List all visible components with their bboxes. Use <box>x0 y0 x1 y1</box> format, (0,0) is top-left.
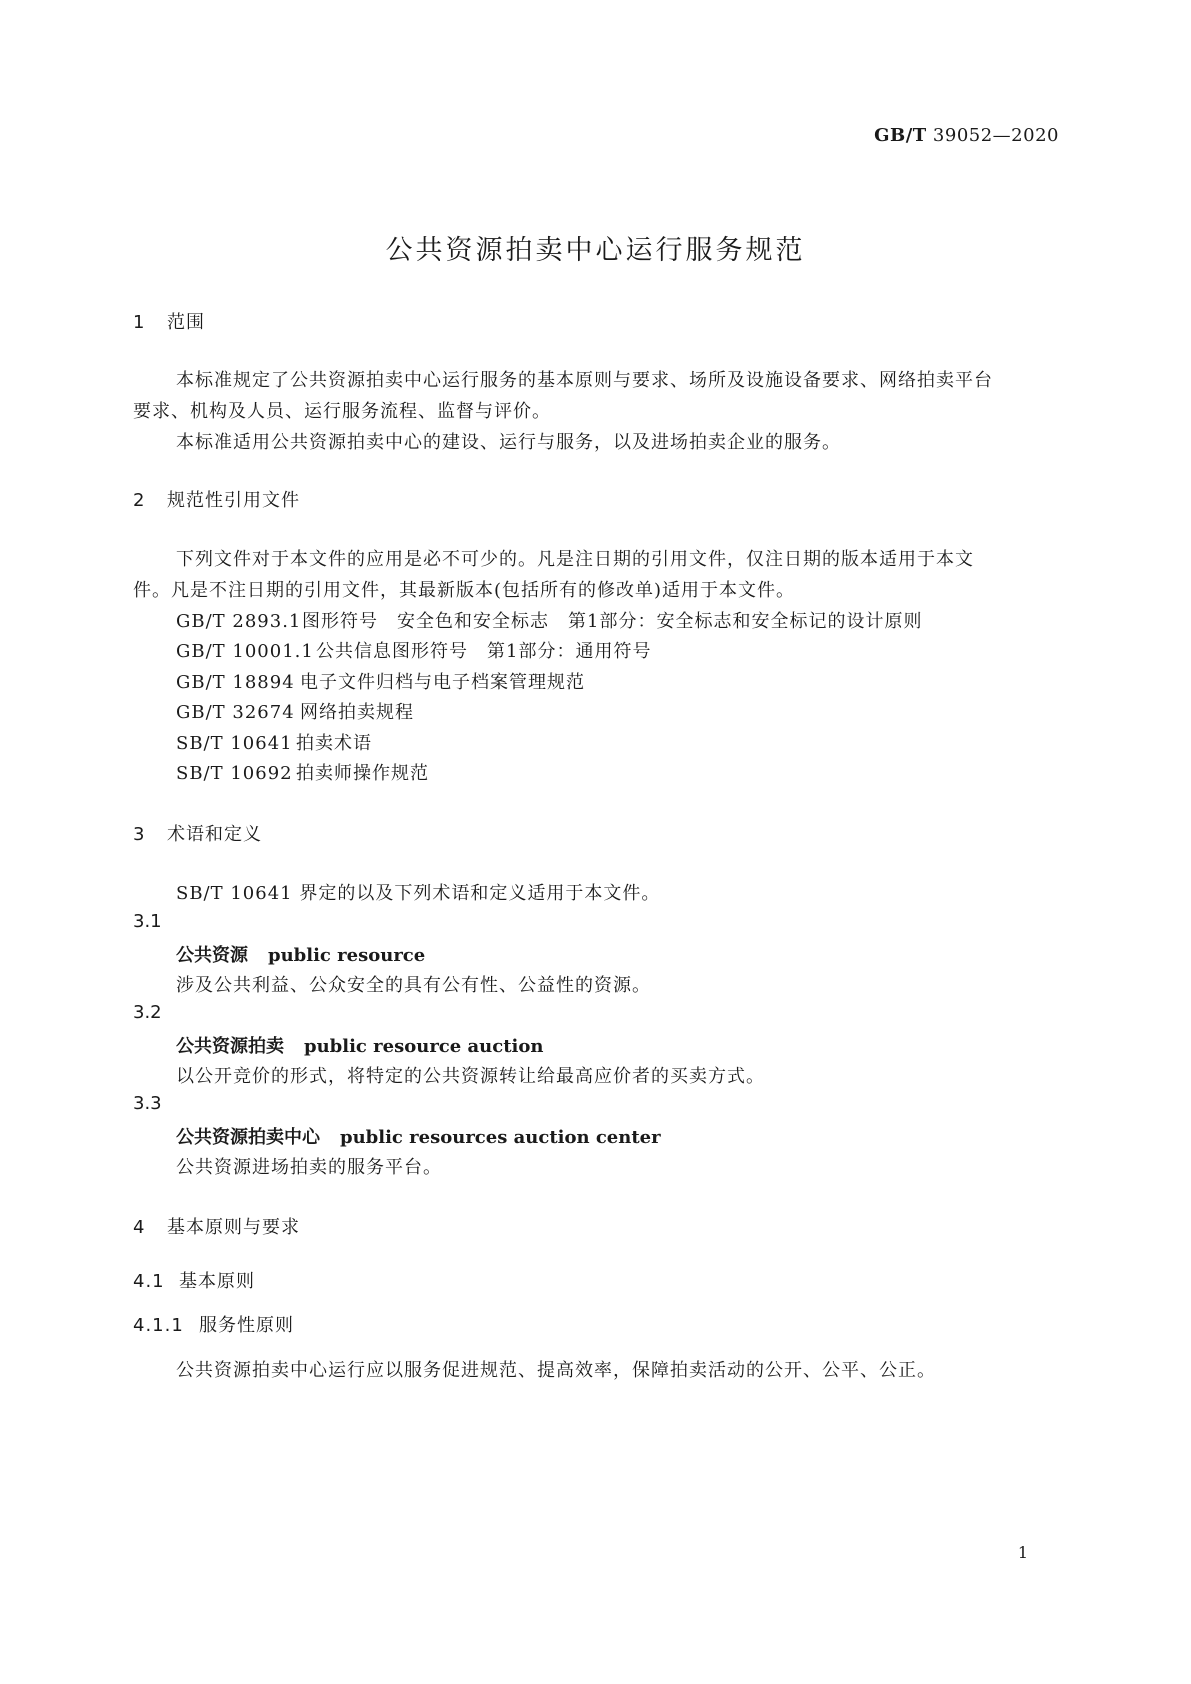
section-3-intro: SB/T 10641 界定的以及下列术语和定义适用于本文件。 <box>176 883 661 904</box>
reference-title: 公共信息图形符号 第1部分：通用符号 <box>316 641 652 662</box>
reference-title: 图形符号 安全色和安全标志 第1部分：安全标志和安全标记的设计原则 <box>302 611 923 632</box>
section-2-heading <box>133 486 300 512</box>
term-definition: 公共资源进场拍卖的服务平台。 <box>176 1157 442 1178</box>
reference-title: 网络拍卖规程 <box>300 702 414 723</box>
standard-number: 39052—2020 <box>932 125 1059 146</box>
term-en: public resources auction center <box>340 1127 661 1148</box>
document-title: 公共资源拍卖中心运行服务规范 <box>385 235 806 266</box>
subsection-number: 4.1.1 <box>133 1315 184 1336</box>
term-heading <box>176 941 425 967</box>
subsection-4-1-1-heading <box>133 1311 294 1337</box>
subsection-title: 基本原则 <box>179 1271 255 1292</box>
term-definition: 涉及公共利益、公众安全的具有公有性、公益性的资源。 <box>176 975 651 996</box>
section-4-heading <box>133 1213 300 1239</box>
reference-title: 电子文件归档与电子档案管理规范 <box>300 672 585 693</box>
reference-code: GB/T 10001.1 <box>176 641 314 662</box>
term-number: 3.3 <box>133 1093 162 1114</box>
reference-item <box>176 637 651 663</box>
term-zh: 公共资源拍卖中心 <box>176 1127 320 1148</box>
term-number: 3.2 <box>133 1002 162 1023</box>
standard-prefix: GB/T <box>874 125 927 146</box>
reference-title: 拍卖术语 <box>296 733 372 754</box>
section-title: 术语和定义 <box>167 824 262 845</box>
section-1-para-1-line-1: 本标准规定了公共资源拍卖中心运行服务的基本原则与要求、场所及设施设备要求、网络拍卖平台 <box>176 370 993 391</box>
subsection-4-1-heading <box>133 1267 255 1293</box>
subsection-title: 服务性原则 <box>199 1315 294 1336</box>
term-zh: 公共资源拍卖 <box>176 1036 284 1057</box>
reference-code: GB/T 18894 <box>176 672 295 693</box>
reference-item <box>176 698 414 724</box>
term-zh: 公共资源 <box>176 945 248 966</box>
section-1-para-1-line-2: 要求、机构及人员、运行服务流程、监督与评价。 <box>133 401 551 422</box>
standard-code <box>874 125 1059 146</box>
section-title: 范围 <box>167 312 205 333</box>
reference-item <box>176 607 922 633</box>
term-heading <box>176 1123 661 1149</box>
reference-code: GB/T 32674 <box>176 702 295 723</box>
term-number: 3.1 <box>133 911 162 932</box>
reference-code: SB/T 10692 <box>176 763 293 784</box>
section-number: 2 <box>133 490 146 511</box>
section-1-para-2: 本标准适用公共资源拍卖中心的建设、运行与服务，以及进场拍卖企业的服务。 <box>176 432 841 453</box>
term-definition: 以公开竞价的形式，将特定的公共资源转让给最高应价者的买卖方式。 <box>176 1066 765 1087</box>
reference-item <box>176 759 429 785</box>
reference-code: SB/T 10641 <box>176 733 293 754</box>
reference-item <box>176 668 585 694</box>
reference-code: GB/T 2893.1 <box>176 611 302 632</box>
term-en: public resource <box>268 945 426 966</box>
section-3-heading <box>133 820 262 846</box>
subsection-4-1-1-text: 公共资源拍卖中心运行应以服务促进规范、提高效率，保障拍卖活动的公开、公平、公正。 <box>176 1360 936 1381</box>
section-number: 1 <box>133 312 146 333</box>
section-1-heading <box>133 308 205 334</box>
section-number: 3 <box>133 824 146 845</box>
term-en: public resource auction <box>304 1036 544 1057</box>
term-heading <box>176 1032 543 1058</box>
page-number: 1 <box>1017 1543 1028 1562</box>
reference-item <box>176 729 372 755</box>
reference-title: 拍卖师操作规范 <box>296 763 429 784</box>
section-number: 4 <box>133 1217 146 1238</box>
subsection-number: 4.1 <box>133 1271 165 1292</box>
section-title: 基本原则与要求 <box>167 1217 300 1238</box>
section-2-intro-line-1: 下列文件对于本文件的应用是必不可少的。凡是注日期的引用文件，仅注日期的版本适用于本文 <box>176 549 974 570</box>
section-title: 规范性引用文件 <box>167 490 300 511</box>
section-2-intro-line-2: 件。凡是不注日期的引用文件，其最新版本(包括所有的修改单)适用于本文件。 <box>133 580 796 601</box>
